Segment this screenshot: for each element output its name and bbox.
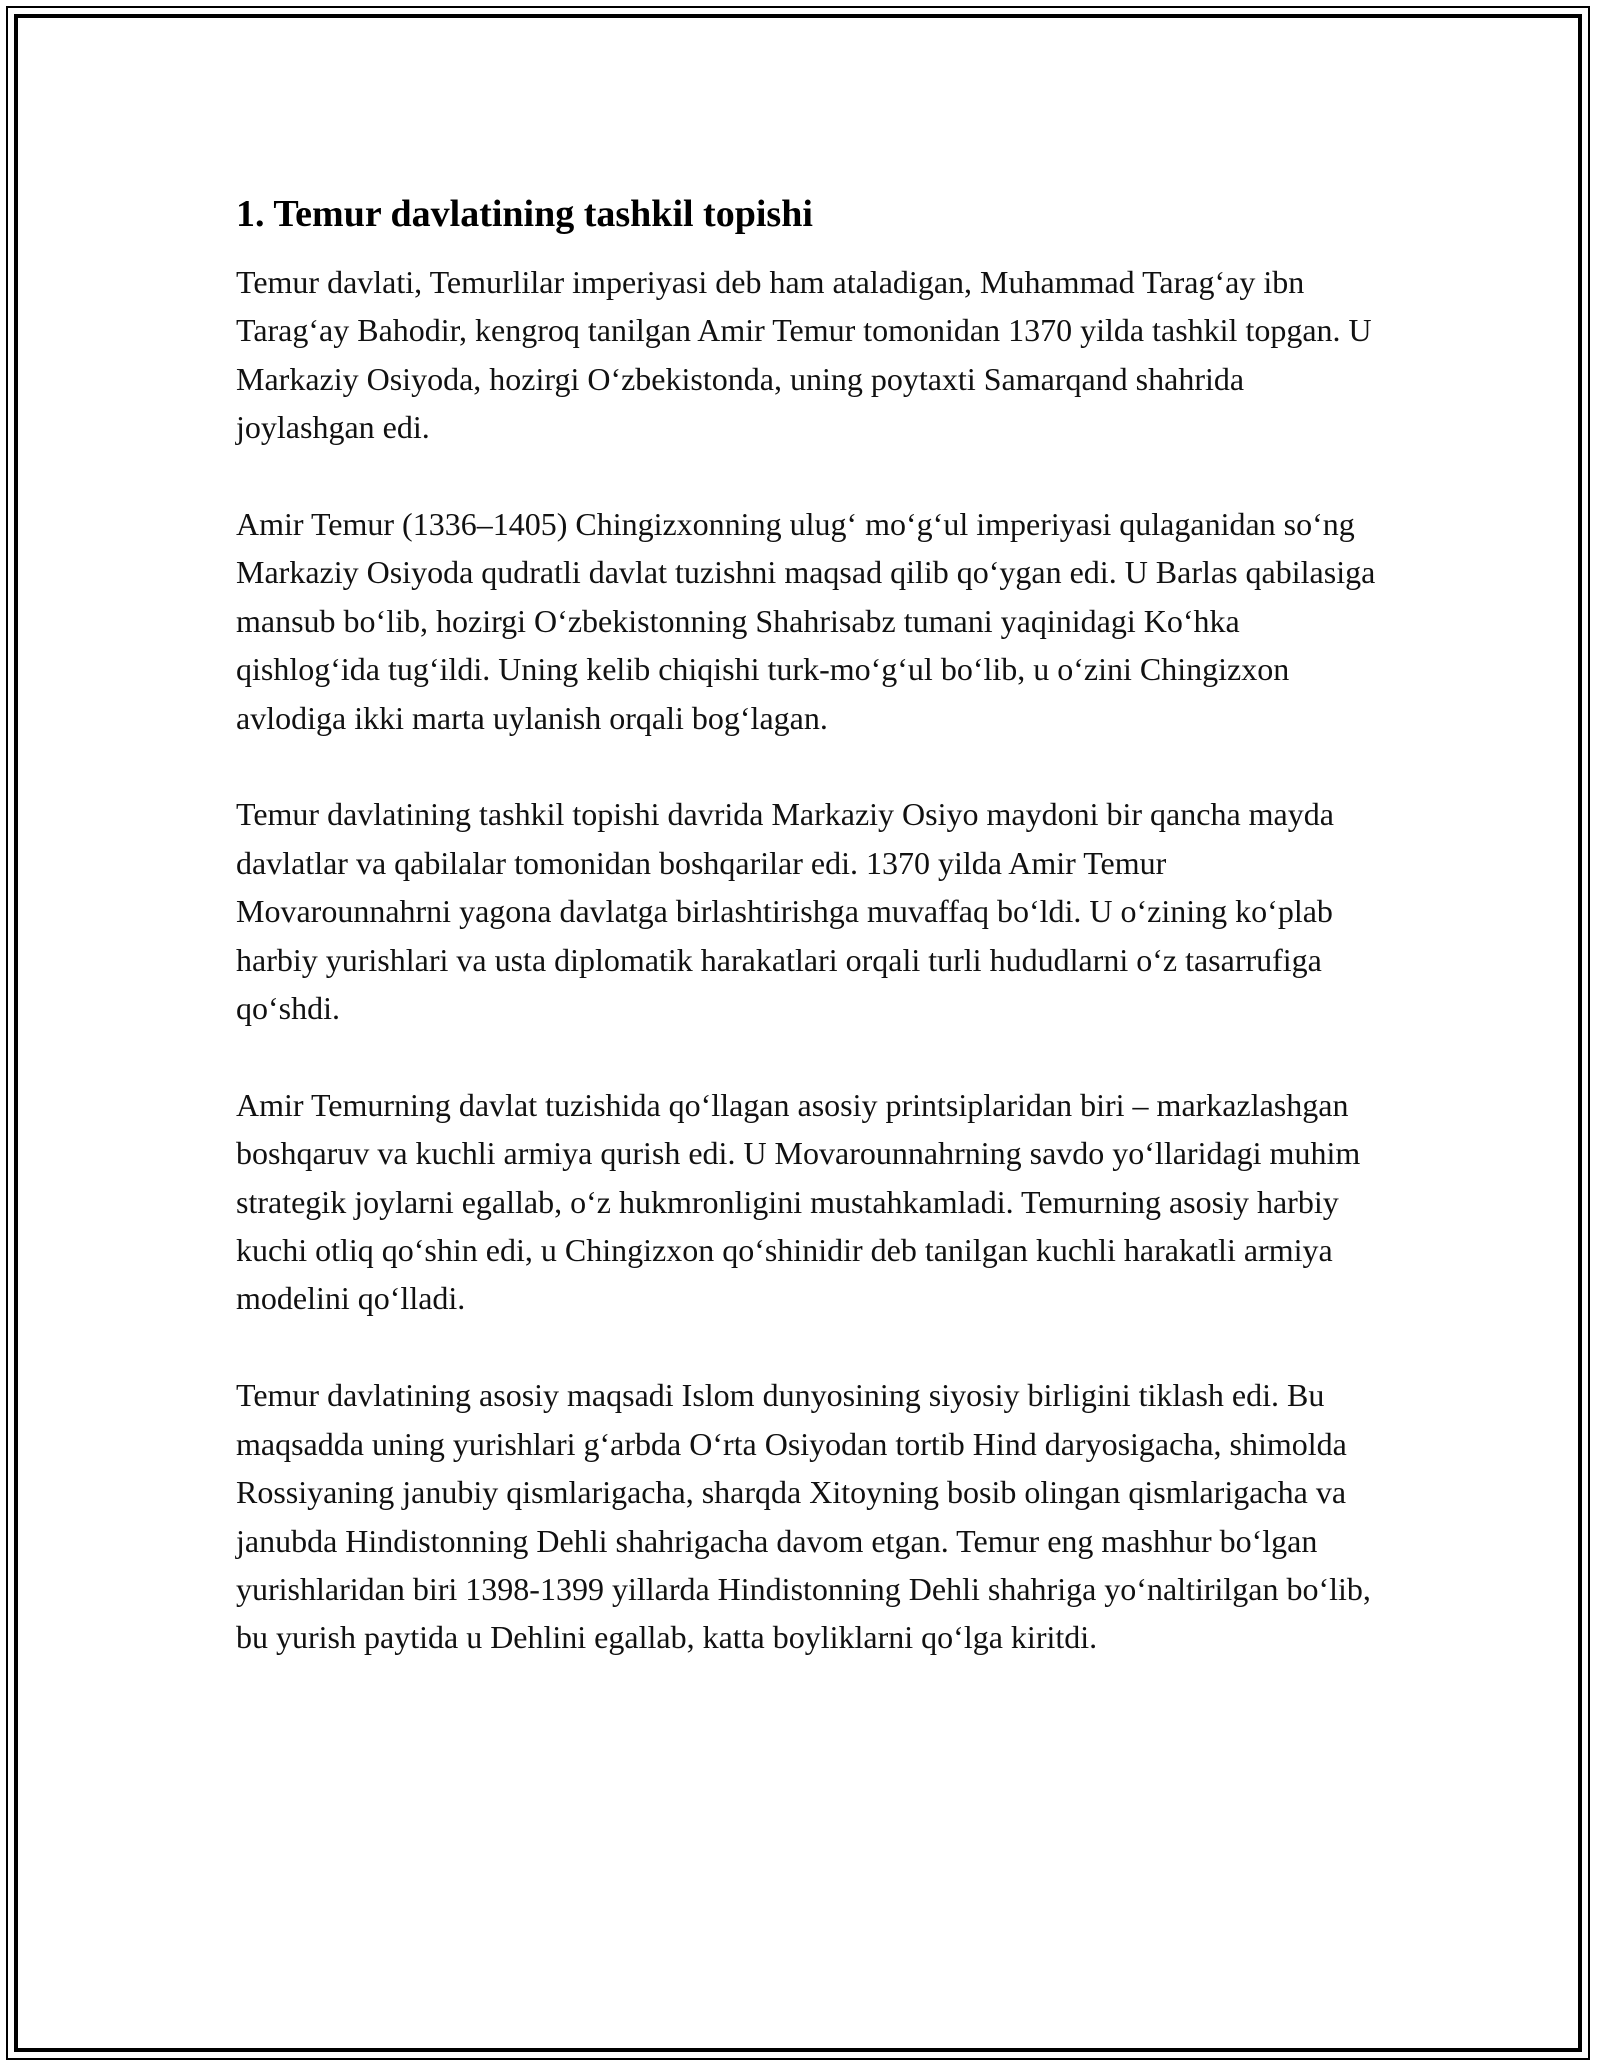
- paragraph-4: Amir Temurning davlat tuzishida qo‘llagan asosiy printsiplaridan biri – markazlashgan boshqaruv va kuchli armiya qurish edi. U Movarounnahrning savdo yo‘llaridagi muhim strategik joylarni egallab, o‘z hukmronligini mustahkamladi. Temurning asosiy harbiy kuchi otliq qo‘shin edi, u Chingizxon qo‘shinidir deb tanilgan kuchli harakatli armiya modelini qo‘lladi.: [236, 1086, 1361, 1317]
- paragraph-3: Temur davlatining tashkil topishi davrida Markaziy Osiyo maydoni bir qancha mayda davlatlar va qabilalar tomonidan boshqarilar edi. 1370 yilda Amir Temur Movarounnahrni yagona davlatga birlashtirishga muvaffaq bo‘ldi. U o‘zining ko‘plab harbiy yurishlari va usta diplomatik harakatlari orqali turli hududlarni o‘z tasarrufiga qo‘shdi.: [236, 796, 1334, 1027]
- paragraph-2: Amir Temur (1336–1405) Chingizxonning ulug‘ mo‘g‘ul imperiyasi qulaganidan so‘ng Markaziy Osiyoda qudratli davlat tuzishni maqsad qilib qo‘ygan edi. U Barlas qabilasiga mansub bo‘lib, hozirgi O‘zbekistonning Shahrisabz tumani yaqinidagi Ko‘hka qishlog‘ida tug‘ildi. Uning kelib chiqishi turk-mo‘g‘ul bo‘lib, u o‘zini Chingizxon avlodiga ikki marta uylanish orqali bog‘lagan.: [236, 506, 1376, 736]
- paragraph-5: Temur davlatining asosiy maqsadi Islom dunyosining siyosiy birligini tiklash edi. Bu maqsadda uning yurishlari g‘arbda O‘rta Osiyodan tortib Hind daryosigacha, shimolda Rossiyaning janubiy qismlarigacha, sharqda Xitoyning bosib olingan qismlarigacha va janubda Hindistonning Dehli shahrigacha davom etgan. Temur eng mashhur bo‘lgan yurishlaridan biri 1398-1399 yillarda Hindistonning Dehli shahriga yo‘naltirilgan bo‘lib, bu yurish paytida u Dehlini egallab, katta boyliklarni qo‘lga kiritdi.: [236, 1377, 1371, 1656]
- document-body: [236, 188, 1384, 1662]
- section-heading: 1. Temur davlatining tashkil topishi: [236, 193, 813, 235]
- paragraph-1: Temur davlati, Temurlilar imperiyasi deb ham ataladigan, Muhammad Tarag‘ay ibn Tarag‘ay Bahodir, kengroq tanilgan Amir Temur tomonidan 1370 yilda tashkil topgan. U Markaziy Osiyoda, hozirgi O‘zbekistonda, uning poytaxti Samarqand shahrida joylashgan edi.: [236, 264, 1372, 446]
